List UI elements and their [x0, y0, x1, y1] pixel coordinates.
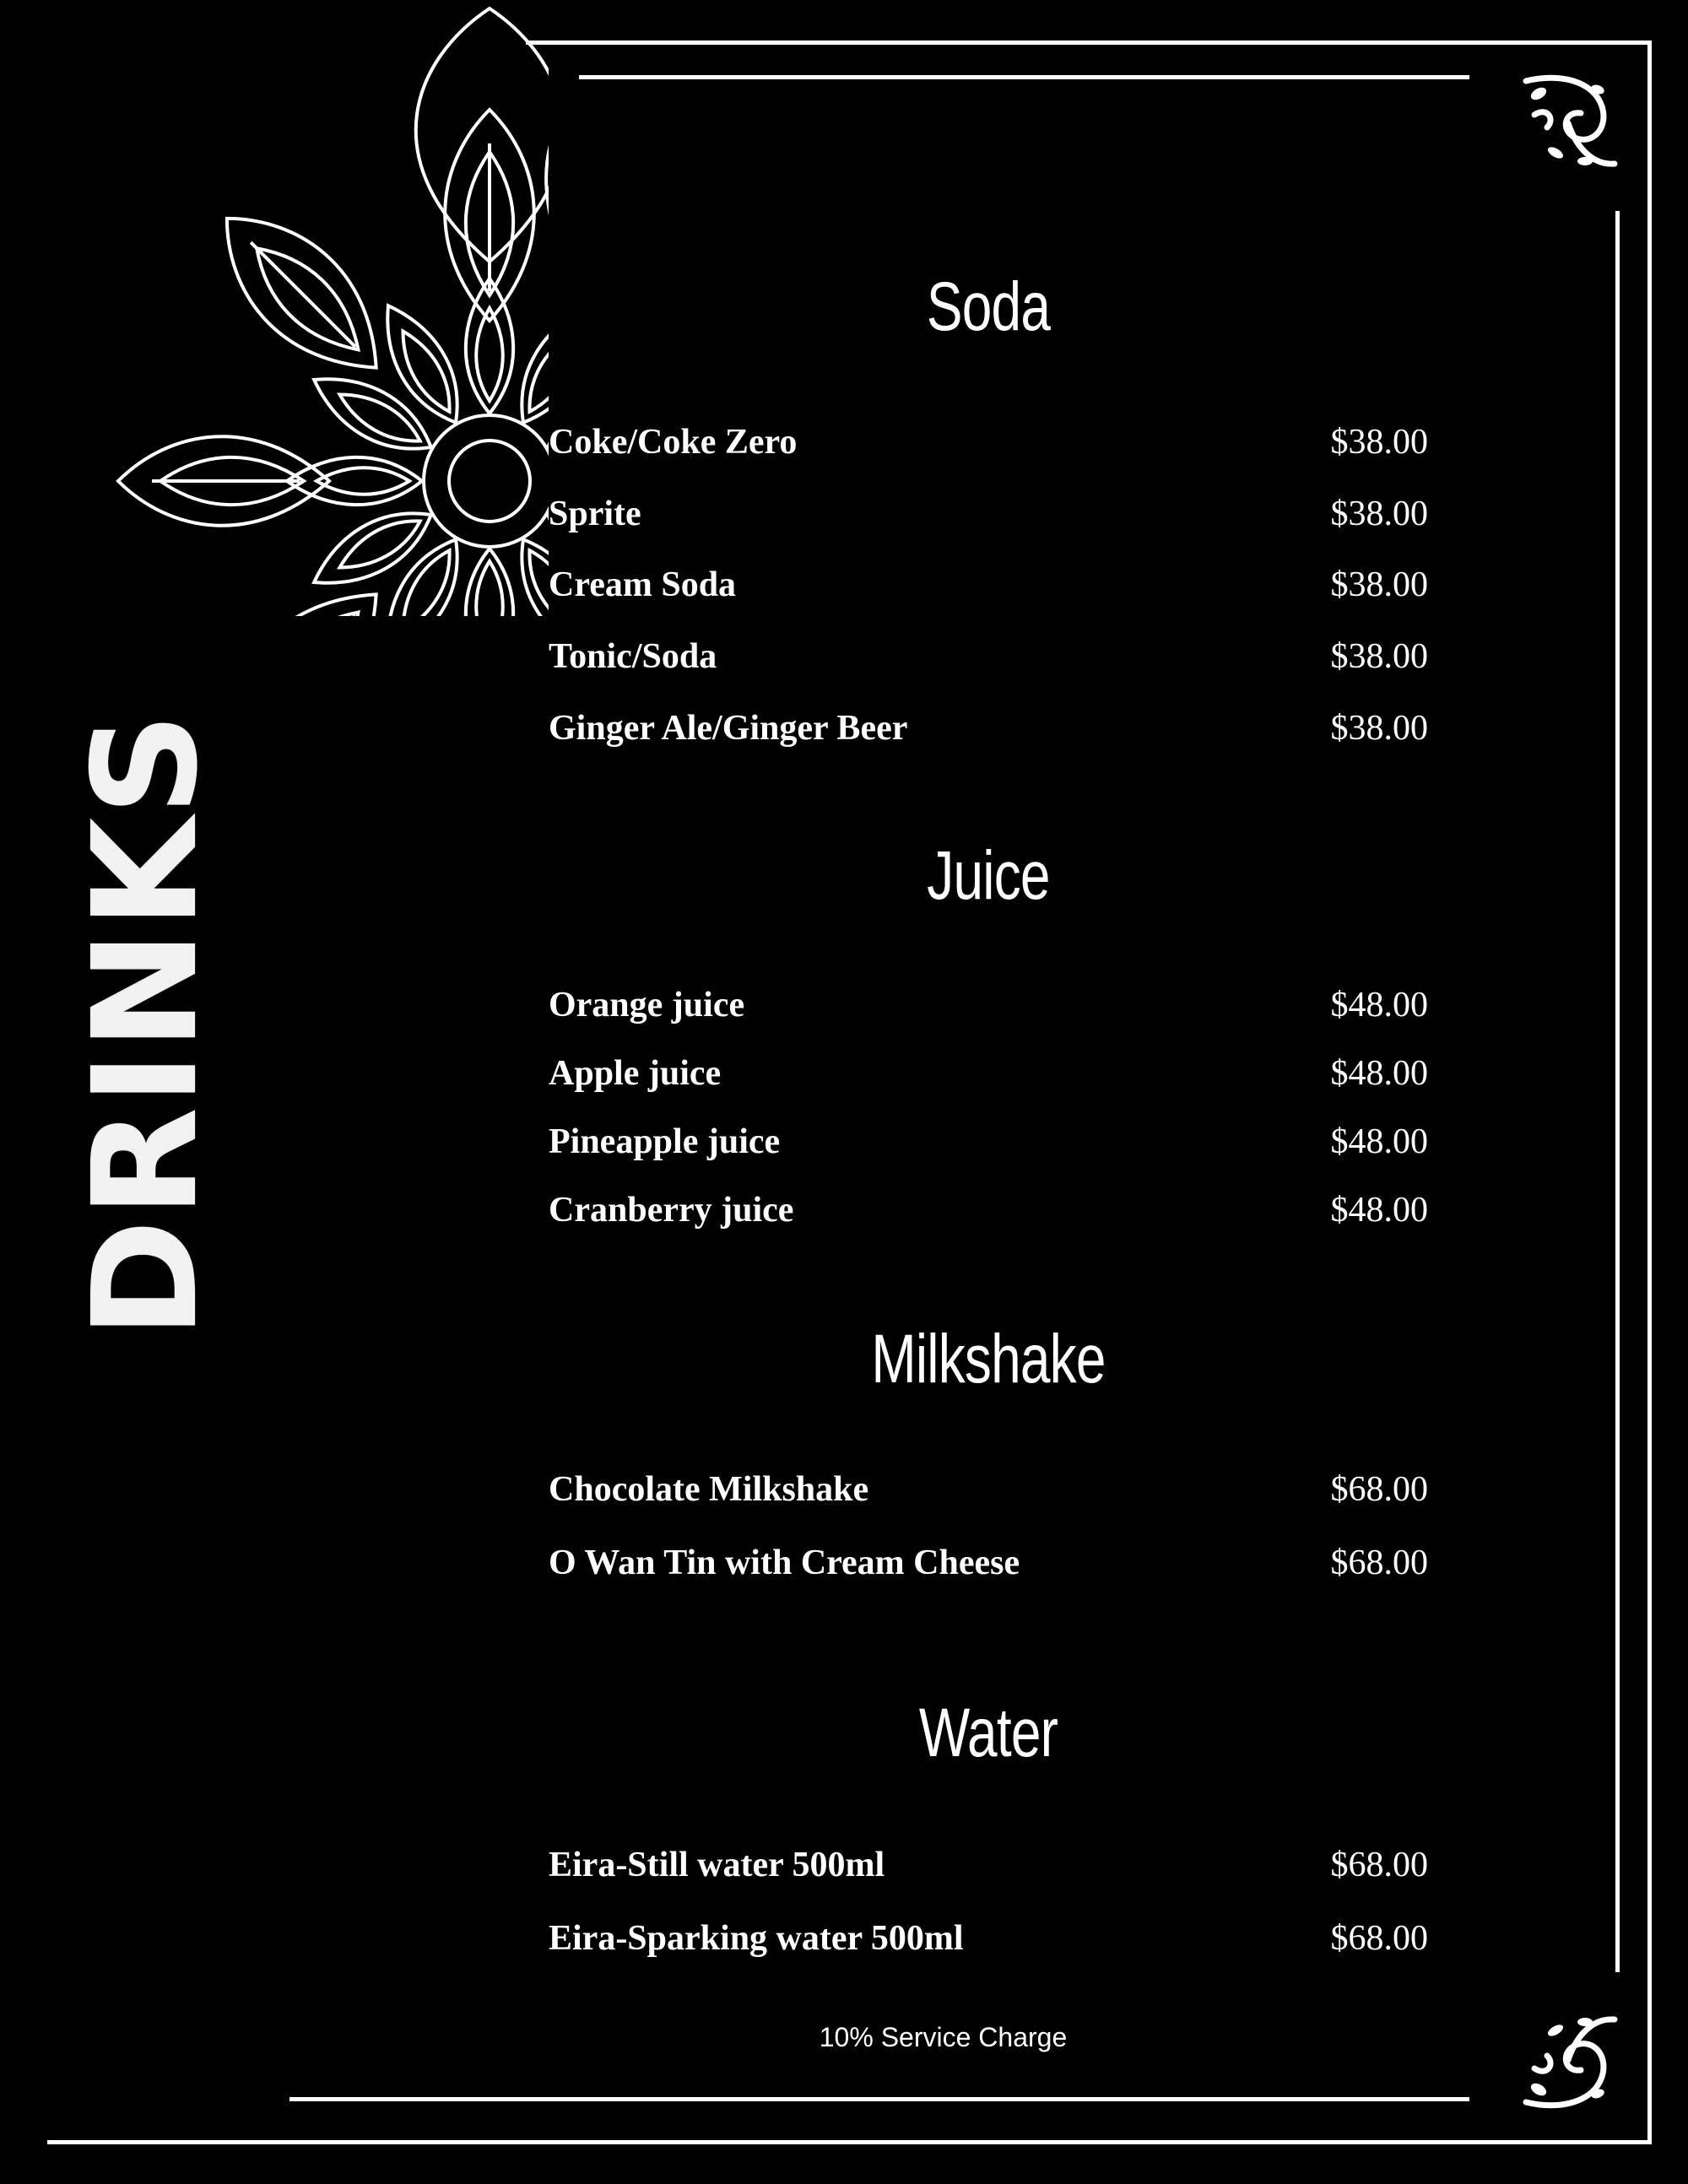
menu-item: [549, 489, 1428, 539]
mandala-flower-icon: [0, 0, 549, 616]
item-name: O Wan Tin with Cream Cheese: [549, 1543, 1020, 1582]
item-name: Orange juice: [549, 986, 745, 1024]
item-price: $38.00: [1330, 565, 1428, 604]
service-charge-note: 10% Service Charge: [819, 2022, 1068, 2052]
frame-inner-bottom-line: [289, 2097, 1469, 2101]
item-name: Cream Soda: [549, 565, 737, 604]
item-price: $48.00: [1330, 986, 1428, 1024]
section-title: Milkshake: [871, 1321, 1106, 1397]
frame-outer-bottom-line: [47, 2140, 1652, 2144]
item-name: Pineapple juice: [549, 1122, 781, 1161]
menu-item: [549, 980, 1428, 1030]
menu-item: [549, 1116, 1428, 1167]
section-title: Water: [918, 1695, 1058, 1771]
item-price: $68.00: [1330, 1919, 1428, 1958]
item-price: $68.00: [1330, 1470, 1428, 1509]
menu-item: [549, 417, 1428, 468]
flourish-corner-icon: [1509, 2005, 1619, 2119]
menu-item: [549, 1185, 1428, 1235]
menu-item: [549, 1048, 1428, 1099]
item-name: Apple juice: [549, 1054, 722, 1093]
item-price: $48.00: [1330, 1054, 1428, 1093]
item-name: Tonic/Soda: [549, 637, 717, 676]
item-price: $48.00: [1330, 1191, 1428, 1230]
menu-item: [549, 1464, 1428, 1515]
section-title: Juice: [927, 837, 1050, 914]
item-price: $68.00: [1330, 1543, 1428, 1582]
menu-item: [549, 631, 1428, 682]
item-price: $38.00: [1330, 637, 1428, 676]
item-name: Coke/Coke Zero: [549, 423, 798, 462]
menu-item: [549, 1913, 1428, 1964]
item-price: $38.00: [1330, 495, 1428, 533]
frame-outer-top-line: [526, 41, 1651, 45]
item-name: Ginger Ale/Ginger Beer: [549, 709, 908, 748]
flourish-corner-icon: [1509, 64, 1619, 178]
frame-inner-right-line: [1615, 211, 1620, 1972]
item-price: $68.00: [1330, 1846, 1428, 1884]
item-name: Cranberry juice: [549, 1191, 794, 1230]
section-title: Soda: [926, 268, 1051, 345]
item-name: Sprite: [549, 495, 641, 533]
item-price: $38.00: [1330, 709, 1428, 748]
item-price: $48.00: [1330, 1122, 1428, 1161]
menu-item: [549, 1538, 1428, 1588]
item-price: $38.00: [1330, 423, 1428, 462]
menu-item: [549, 560, 1428, 610]
menu-item: [549, 1840, 1428, 1890]
frame-outer-right-line: [1647, 41, 1652, 2144]
menu-item: [549, 703, 1428, 754]
item-name: Eira-Sparking water 500ml: [549, 1919, 964, 1958]
item-name: Chocolate Milkshake: [549, 1470, 869, 1509]
frame-inner-top-line: [579, 75, 1469, 79]
item-name: Eira-Still water 500ml: [549, 1846, 885, 1884]
